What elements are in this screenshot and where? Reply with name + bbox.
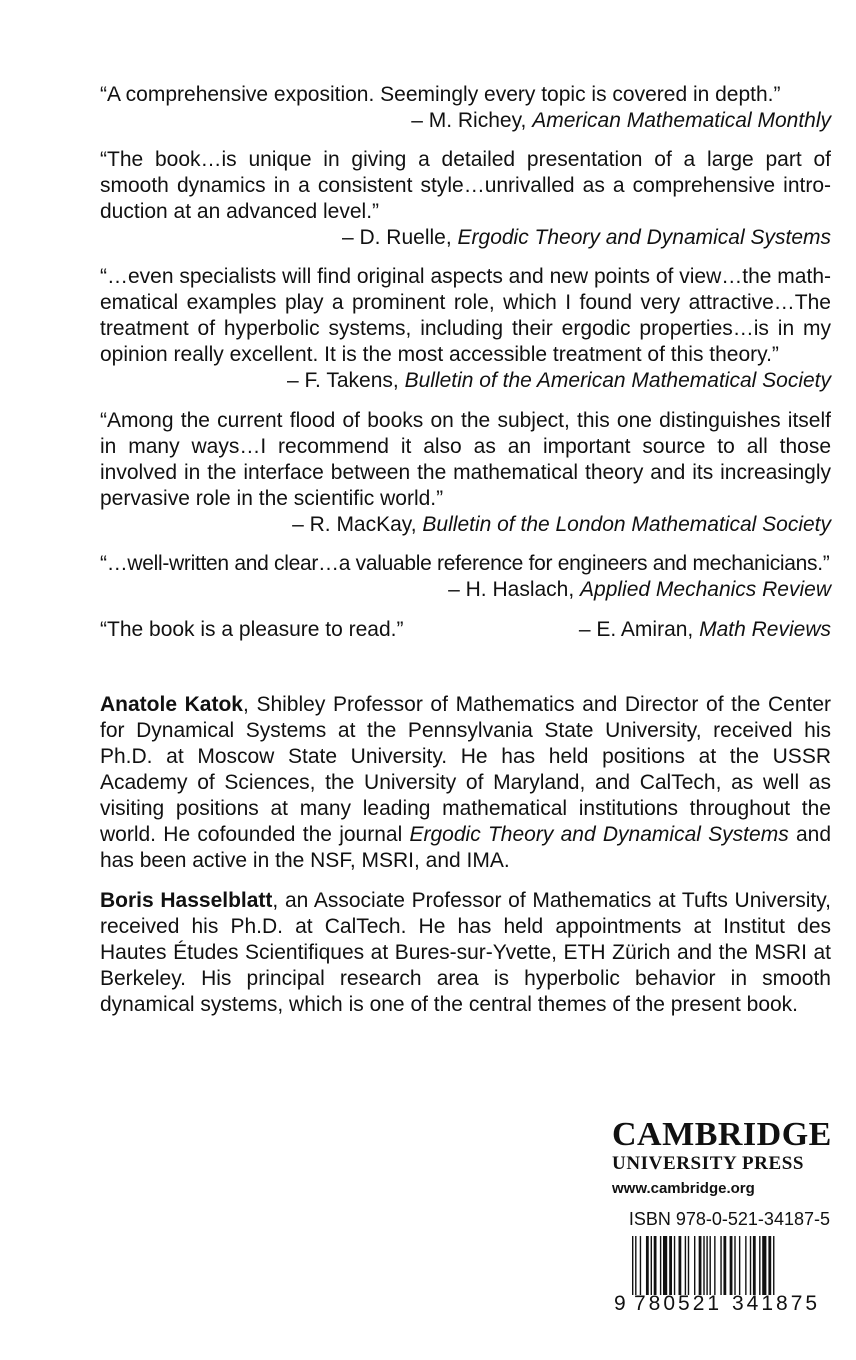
bio-text: and has been active in the NSF, MSRI, and IMA. — [100, 823, 832, 872]
review-amiran — [100, 617, 831, 643]
review-source: Bulletin of the London Mathematical Society — [422, 513, 831, 536]
barcode-bar — [734, 1236, 735, 1296]
barcode-bar — [699, 1236, 702, 1296]
review-author: – D. Ruelle, — [341, 226, 452, 249]
review-source: Bulletin of the American Mathematical Society — [404, 369, 831, 392]
barcode-bar — [663, 1236, 667, 1296]
barcode-bar — [669, 1236, 672, 1296]
review-quote: “The book…is unique in giving a detailed presentation of a large part of smooth dynamics in a consistent style…unrivalled as a comprehensive introduction at an advanced level.” — [100, 148, 831, 223]
isbn-block — [612, 1208, 834, 1312]
barcode-digits-right: 341875 — [732, 1292, 821, 1312]
publisher-block — [612, 1118, 832, 1200]
review-mackay — [100, 408, 831, 538]
bio-hasselblatt — [100, 888, 831, 1018]
bio-katok — [100, 692, 831, 874]
review-attribution — [100, 368, 831, 394]
review-attribution — [100, 108, 831, 134]
barcode-bar — [688, 1236, 689, 1296]
review-ruelle — [100, 147, 831, 251]
bio-text: , Shibley Professor of Mathematics and Director of the Center for Dynamical Systems at the Pennsylvania State University, received his Ph.D. at Moscow State University. He has held positions at the USSR Academy of Sciences, the University of Maryland, and CalTech, as well as visiting positions at many leading mathematical institutions throughout the world. He cofounded the journal — [100, 693, 832, 846]
barcode-bar — [720, 1236, 721, 1296]
barcode-bar — [646, 1236, 649, 1296]
barcode-bar — [730, 1236, 733, 1296]
barcode-bar — [694, 1236, 695, 1296]
review-quote: “A comprehensive exposition. Seemingly every topic is covered in depth.” — [100, 83, 781, 106]
review-author: – E. Amiran, — [578, 618, 694, 641]
review-quote: “…well-written and clear…a valuable reference for engineers and mechanicians.” — [100, 552, 830, 575]
review-author: – M. Richey, — [411, 109, 527, 132]
review-richey — [100, 82, 831, 134]
review-source: Ergodic Theory and Dynamical Systems — [457, 226, 831, 249]
bio-text: , an Associate Professor of Mathematics at Tufts University, received his Ph.D. at CalTech. He has held appointments at Institut des Hautes Études Scientifiques at Bures-sur-Yvette, ETH Zürich and the MSRI at Berkeley. His principal research area is hyperbolic behavior in smooth dynamical systems, which is one of the central themes of the present book. — [100, 889, 831, 1016]
author-name: Boris Hasselblatt — [100, 889, 273, 912]
barcode-bar — [723, 1236, 726, 1296]
review-source: Math Reviews — [699, 618, 831, 641]
review-attribution — [100, 225, 831, 251]
barcode-bar — [660, 1236, 661, 1296]
barcode-bar — [750, 1236, 751, 1296]
review-quote: “Among the current flood of books on the subject, this one distinguishes itself in many ways…I recommend it also as an important source to all those involved in the interface between the mathematical theory and its increasingly pervasive role in the scientific world.” — [100, 409, 831, 510]
barcode-digits-left: 780521 — [634, 1292, 723, 1312]
author-name: Anatole Katok — [100, 693, 243, 716]
barcode-bar — [674, 1236, 675, 1296]
barcode-bar — [640, 1236, 641, 1296]
review-author: – H. Haslach, — [448, 578, 575, 601]
review-source: American Mathematical Monthly — [532, 109, 831, 132]
review-author: – R. MacKay, — [292, 513, 417, 536]
barcode-bar — [753, 1236, 756, 1296]
publisher-logo: CAMBRIDGE — [612, 1116, 832, 1153]
barcode-bar — [759, 1236, 760, 1296]
publisher-url[interactable]: www.cambridge.org — [612, 1180, 755, 1197]
barcode-digit-first: 9 — [614, 1292, 626, 1312]
review-quote: “…even specialists will find original aspects and new points of view…the mathematical examples play a prominent role, which I found very attractive…The treatment of hyperbolic systems, including their ergodic properties…is in my opinion really excellent. It is the most accessible treatment of this theory.” — [100, 265, 831, 366]
review-source: Applied Mechanics Review — [580, 578, 831, 601]
review-attribution — [100, 577, 831, 603]
barcode-bar — [685, 1236, 686, 1296]
barcode-bar — [714, 1236, 715, 1296]
barcode-bar — [768, 1236, 771, 1296]
review-haslach — [100, 551, 831, 603]
barcode-bar — [679, 1236, 682, 1296]
review-attribution — [579, 617, 831, 643]
publisher-press: UNIVERSITY PRESS — [612, 1153, 805, 1174]
barcode-bar — [745, 1236, 746, 1296]
review-author: – F. Takens, — [287, 369, 399, 392]
barcode-icon — [612, 1236, 834, 1312]
review-attribution — [100, 512, 831, 538]
review-takens — [100, 264, 831, 394]
review-quote: “The book is a pleasure to read.” — [100, 618, 404, 641]
isbn-label: ISBN 978-0-521-34187-5 — [628, 1209, 830, 1229]
barcode-bar — [651, 1236, 652, 1296]
barcode-bar — [739, 1236, 740, 1296]
journal-title: Ergodic Theory and Dynamical Systems — [409, 823, 789, 846]
barcode — [612, 1236, 834, 1312]
barcode-bar — [762, 1236, 766, 1296]
barcode-bar — [654, 1236, 657, 1296]
